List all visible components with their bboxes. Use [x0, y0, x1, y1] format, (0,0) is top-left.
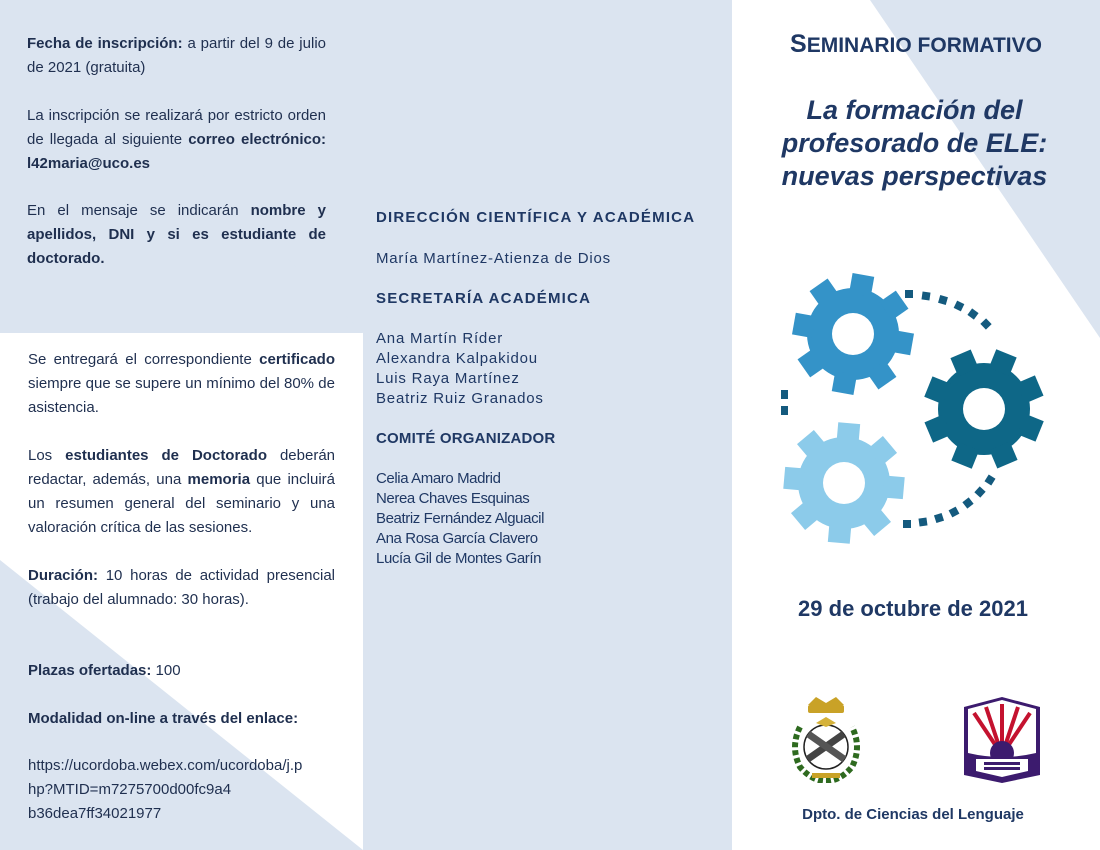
- doct-bold-2: memoria: [187, 471, 251, 488]
- fecha-label: Fecha de inscripción:: [27, 35, 183, 52]
- cert-bold: certificado: [259, 351, 335, 368]
- comite-names: [376, 469, 544, 569]
- modalidad-text: Modalidad on-line a través del enlace:: [28, 710, 299, 727]
- duracion-text: 10 horas de actividad presencial (trabajo del alumnado: 30 horas).: [28, 567, 335, 608]
- plazas-info: [28, 659, 335, 683]
- cert-text-1: Se entregará el correspondiente: [28, 351, 260, 368]
- dotted-arc-bottom: [903, 474, 996, 528]
- duracion-label: Duración:: [28, 567, 99, 584]
- cert-text-2: siempre que se supere un mínimo del 80% de asistencia.: [28, 375, 335, 416]
- name-item: Nerea Chaves Esquinas: [376, 490, 530, 507]
- name-item: Ana Martín Ríder: [376, 330, 504, 347]
- duracion-info: [28, 564, 335, 612]
- webex-link[interactable]: [28, 754, 348, 826]
- university-shield-icon: [962, 695, 1042, 785]
- faculty-crest-icon: [786, 697, 866, 783]
- plazas-value: 100: [151, 662, 181, 679]
- right-panel: [732, 0, 1100, 850]
- seminario-first-letter: S: [790, 30, 807, 58]
- modalidad-label: [28, 707, 348, 731]
- inscripcion-info: [27, 104, 326, 176]
- comite-heading: COMITÉ ORGANIZADOR: [376, 430, 556, 447]
- dotted-arc-top: [905, 290, 992, 330]
- secretaria-heading: SECRETARÍA ACADÉMICA: [376, 290, 592, 307]
- fecha-text: a partir del 9 de julio de 2021 (gratuita): [27, 35, 326, 76]
- name-item: Beatriz Fernández Alguacil: [376, 510, 545, 527]
- mensaje-bold: nombre y apellidos, DNI y si es estudiante de doctorado.: [27, 202, 326, 267]
- name-item: María Martínez-Atienza de Dios: [376, 250, 611, 267]
- doctorado-info: [28, 444, 335, 540]
- secretaria-names: [376, 329, 544, 409]
- plazas-label: Plazas ofertadas:: [28, 662, 152, 679]
- link-line-2[interactable]: hp?MTID=m7275700d00fc9a4: [28, 781, 232, 798]
- certificado-info: [28, 348, 335, 420]
- direccion-names: [376, 249, 611, 269]
- left-panel: [0, 0, 363, 850]
- doct-text-2: deberán redactar, además, una: [28, 447, 336, 488]
- name-item: Beatriz Ruiz Granados: [376, 390, 544, 407]
- name-item: Alexandra Kalpakidou: [376, 350, 538, 367]
- mensaje-info: [27, 199, 326, 271]
- name-item: Celia Amaro Madrid: [376, 470, 501, 487]
- middle-panel: [363, 0, 732, 850]
- link-line-1[interactable]: https://ucordoba.webex.com/ucordoba/j.p: [28, 757, 303, 774]
- doct-bold-1: estudiantes de Doctorado: [65, 447, 267, 464]
- seminar-subtitle: [752, 94, 1077, 193]
- fecha-inscripcion: [27, 32, 326, 80]
- name-item: Lucía Gil de Montes Garín: [376, 550, 542, 567]
- gears-illustration-icon: [777, 272, 1052, 547]
- event-date: 29 de octubre de 2021: [798, 596, 1028, 621]
- dotted-arc-left: [781, 390, 788, 415]
- direccion-heading: DIRECCIÓN CIENTÍFICA Y ACADÉMICA: [376, 209, 696, 226]
- mensaje-text: En el mensaje se indicarán: [27, 202, 251, 219]
- link-line-3[interactable]: b36dea7ff34021977: [28, 805, 162, 822]
- seminario-title: [732, 30, 1100, 59]
- seminario-rest: EMINARIO FORMATIVO: [806, 34, 1042, 57]
- inscripcion-text: La inscripción se realizará por estricto orden de llegada al siguiente: [27, 107, 326, 148]
- doct-text-1: Los: [28, 447, 66, 464]
- subtitle-line: nuevas perspectivas: [781, 161, 1048, 191]
- name-item: Luis Raya Martínez: [376, 370, 520, 387]
- subtitle-line: La formación del: [806, 95, 1023, 125]
- department-name: Dpto. de Ciencias del Lenguaje: [802, 806, 1024, 823]
- name-item: Ana Rosa García Clavero: [376, 530, 538, 547]
- doct-text-3: que incluirá un resumen general del seminario y una valoración crítica de las sesiones.: [28, 471, 335, 536]
- subtitle-line: profesorado de ELE:: [781, 128, 1048, 158]
- email-address: correo electrónico: l42maria@uco.es: [27, 131, 326, 172]
